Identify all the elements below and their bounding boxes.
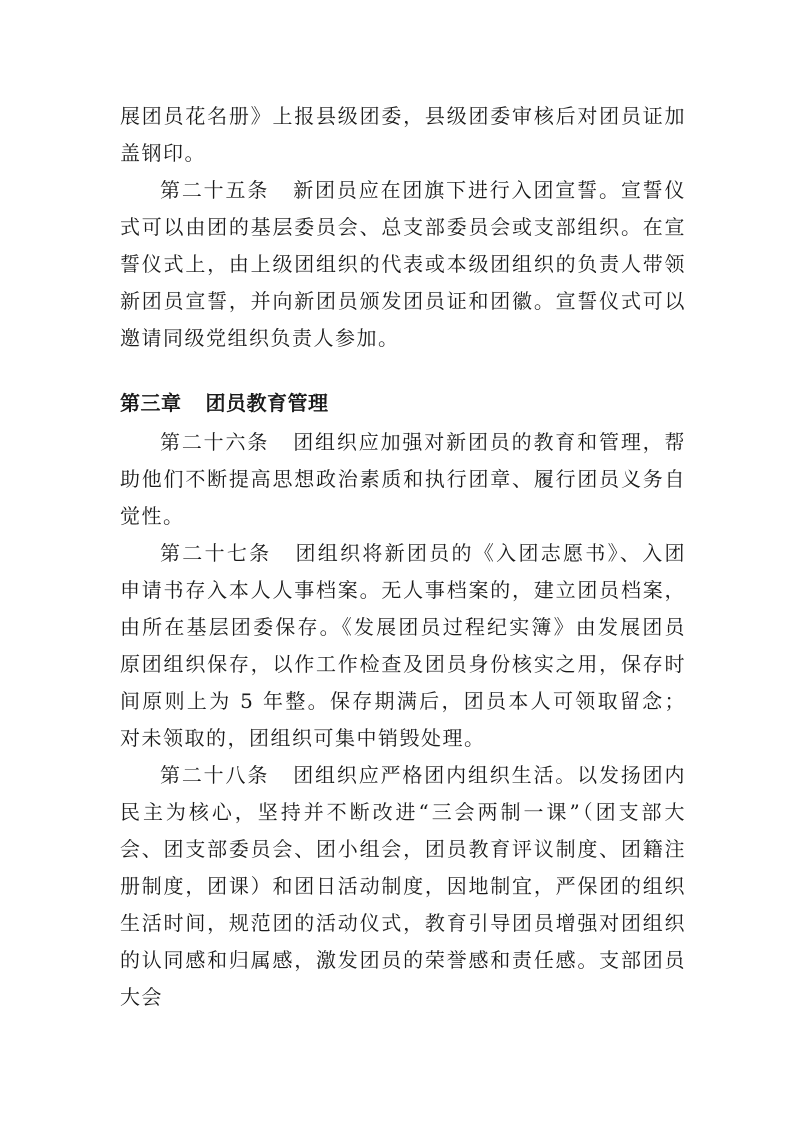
article-text: 团组织应严格团内组织生活。以发扬团内民主为核心，坚持并不断改进“三会两制一课”（团支部大会、团支部委员会、团小组会，团员教育评议制度、团籍注册制度，团课）和团日活动制度，因地制宜，严保团的组织生活时间，规范团的活动仪式，教育引导团员增强对团组织的认同感和归属感，激发团员的荣誉感和责任感。支部团员大会 bbox=[120, 763, 687, 1009]
paragraph-text: 展团员花名册》上报县级团委，县级团委审核后对团员证加盖钢印。 bbox=[120, 104, 686, 165]
chapter-heading bbox=[120, 382, 686, 424]
article-number: 第二十八条 bbox=[160, 763, 270, 787]
article-number: 第二十七条 bbox=[160, 541, 272, 565]
chapter-title: 团员教育管理 bbox=[205, 391, 329, 415]
chapter-number: 第三章 bbox=[120, 391, 182, 415]
article-28 bbox=[120, 757, 686, 1016]
article-text: 团组织将新团员的《入团志愿书》、入团申请书存入本人人事档案。无人事档案的，建立团员档案，由所在基层团委保存。《发展团员过程纪实簿》由发展团员原团组织保存，以作工作检查及团员身份核实之用，保存时间原则上为 5 年整。保存期满后，团员本人可领取留念；对未领取的，团组织可集中销毁处理。 bbox=[120, 541, 687, 750]
paragraph-continuation bbox=[120, 98, 686, 172]
article-text: 团组织应加强对新团员的教育和管理，帮助他们不断提高思想政治素质和执行团章、履行团员义务自觉性。 bbox=[120, 430, 687, 528]
article-27 bbox=[120, 535, 686, 757]
article-26 bbox=[120, 424, 686, 535]
article-number: 第二十五条 bbox=[160, 178, 270, 202]
article-text: 新团员应在团旗下进行入团宣誓。宣誓仪式可以由团的基层委员会、总支部委员会或支部组织。在宣誓仪式上，由上级团组织的代表或本级团组织的负责人带领新团员宣誓，并向新团员颁发团员证和团徽。宣誓仪式可以邀请同级党组织负责人参加。 bbox=[120, 178, 687, 350]
document-body bbox=[120, 98, 686, 1016]
article-25 bbox=[120, 172, 686, 357]
article-number: 第二十六条 bbox=[160, 430, 270, 454]
